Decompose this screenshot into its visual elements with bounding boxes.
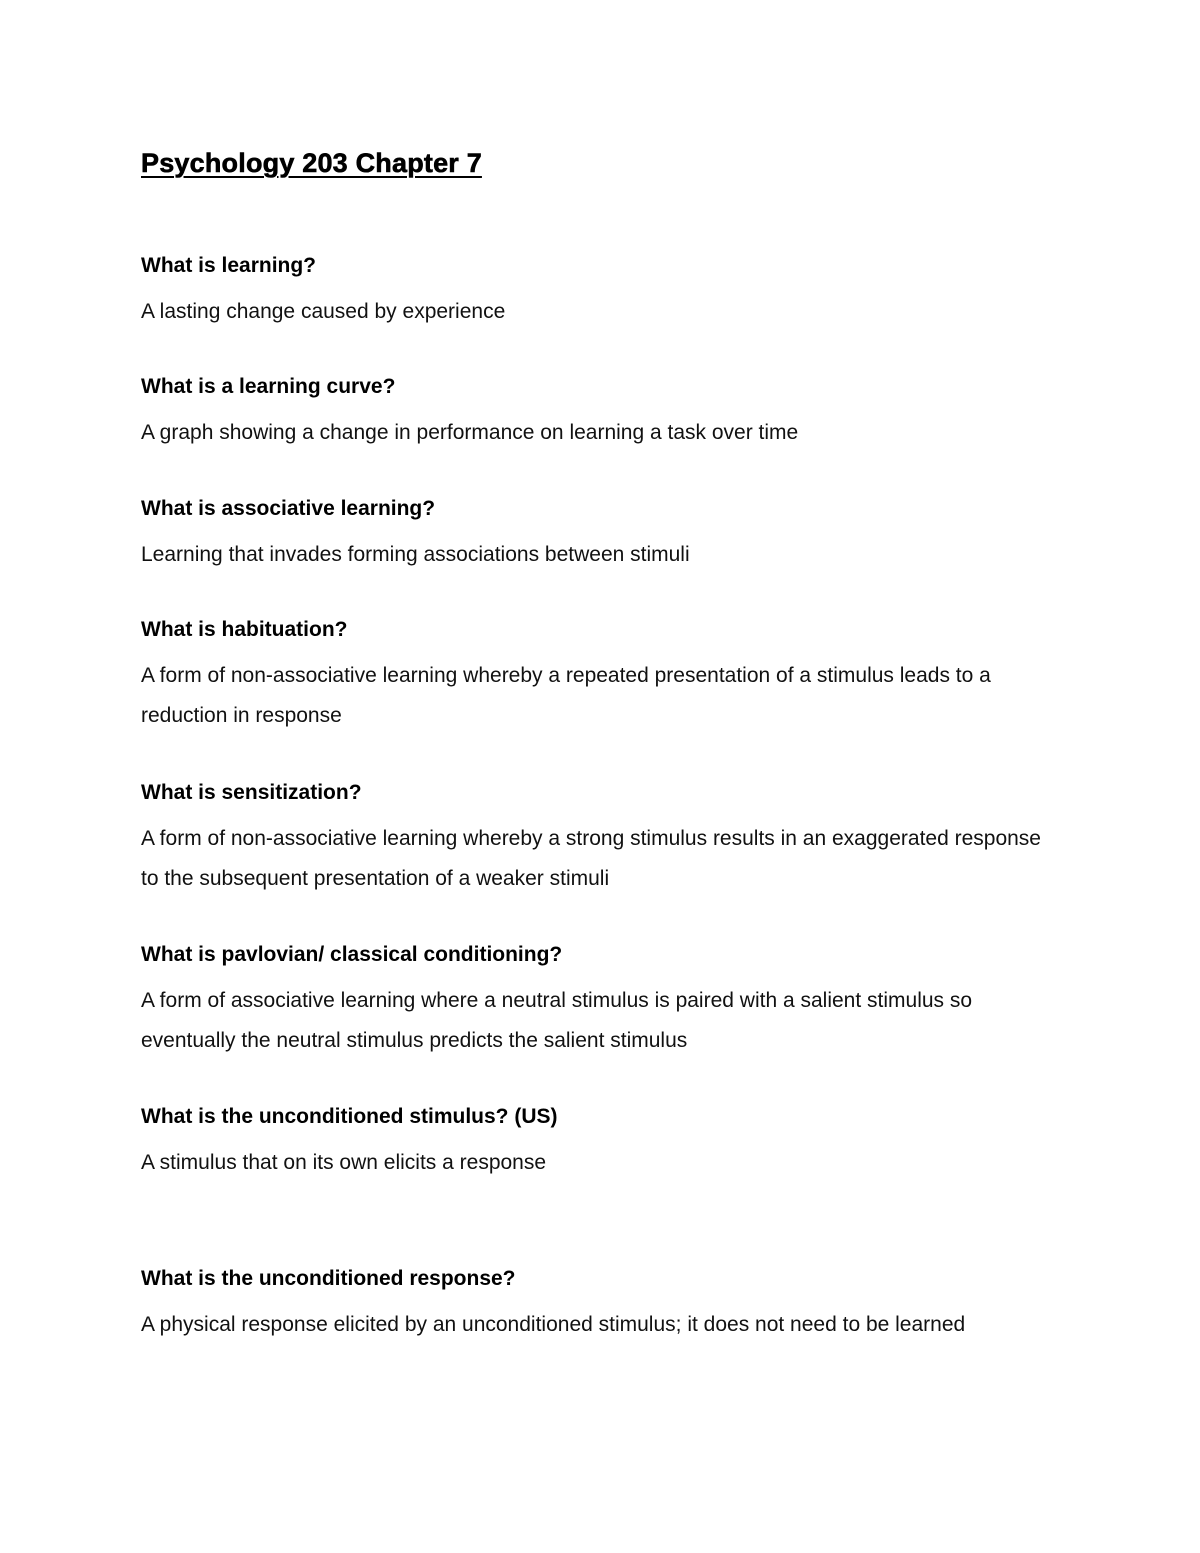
answer: A lasting change caused by experience <box>141 300 506 323</box>
answer: A physical response elicited by an unconditioned stimulus; it does not need to be learned <box>141 1313 966 1336</box>
qa-item-sensitization <box>141 779 1061 899</box>
qa-item-unconditioned-stimulus <box>141 1103 1061 1183</box>
answer: A stimulus that on its own elicits a response <box>141 1151 547 1174</box>
qa-item-learning <box>141 252 1061 332</box>
question: What is a learning curve? <box>141 375 396 398</box>
answer: A form of non-associative learning whereby a strong stimulus results in an exaggerated response to the subsequent presentation of a weaker stimuli <box>141 827 1041 890</box>
question: What is the unconditioned stimulus? (US) <box>141 1105 558 1128</box>
qa-item-learning-curve <box>141 373 1061 453</box>
qa-item-unconditioned-response <box>141 1265 1061 1345</box>
question: What is associative learning? <box>141 497 436 520</box>
question: What is learning? <box>141 254 317 277</box>
answer: A form of non-associative learning whereby a repeated presentation of a stimulus leads to a reduction in response <box>141 664 991 727</box>
answer: Learning that invades forming associations between stimuli <box>141 543 690 566</box>
answer: A graph showing a change in performance on learning a task over time <box>141 421 799 444</box>
qa-item-habituation <box>141 616 1061 736</box>
question: What is sensitization? <box>141 781 362 804</box>
question: What is pavlovian/ classical conditioning? <box>141 943 563 966</box>
qa-item-classical-conditioning <box>141 941 1061 1061</box>
question: What is habituation? <box>141 618 348 641</box>
document-title: Psychology 203 Chapter 7 <box>141 148 482 178</box>
qa-item-associative-learning <box>141 495 1061 575</box>
question: What is the unconditioned response? <box>141 1267 516 1290</box>
answer: A form of associative learning where a neutral stimulus is paired with a salient stimulus so eventually the neutral stimulus predicts the salient stimulus <box>141 989 973 1052</box>
